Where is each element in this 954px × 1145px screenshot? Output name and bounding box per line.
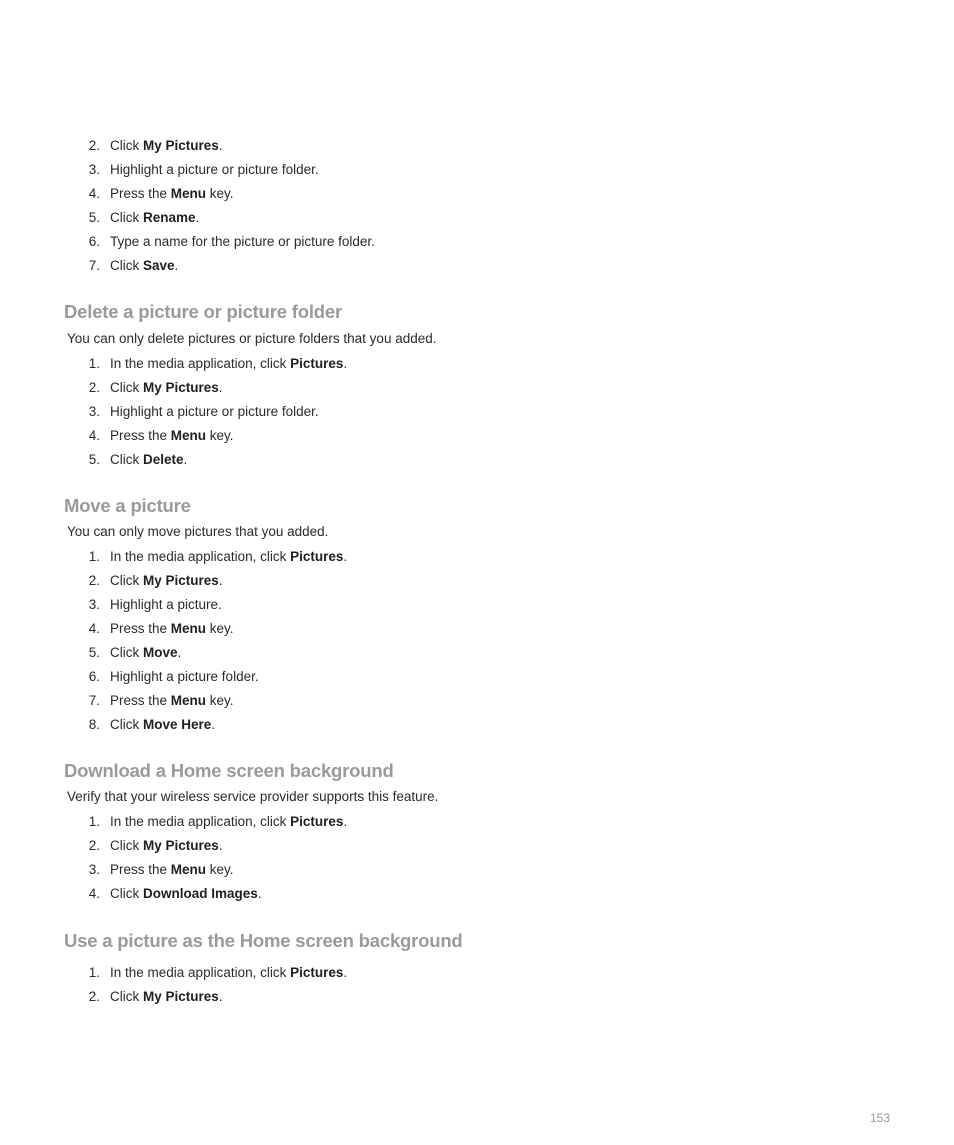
step-number: 5. [88, 645, 100, 660]
step-text-plain: Press the [110, 621, 171, 636]
step-number: 1. [88, 356, 100, 371]
step-text-plain: Click [110, 573, 143, 588]
step-ui-label: My Pictures [143, 380, 219, 395]
step-ui-label: Menu [170, 186, 207, 201]
step-text-plain: In the media application, click [110, 356, 291, 371]
step-text [110, 885, 262, 903]
step-ui-label: My Pictures [143, 573, 219, 588]
step-text [110, 379, 223, 397]
step-number: 3. [88, 404, 100, 419]
step-number: 6. [88, 234, 100, 249]
step-number: 2. [88, 989, 100, 1004]
step-ui-label: Save [143, 258, 175, 273]
step-text-suffix: . [195, 210, 200, 225]
step-text-suffix: key. [206, 693, 234, 708]
step-number: 5. [88, 452, 100, 467]
step-ui-label: Pictures [290, 965, 344, 980]
step-number: 1. [88, 965, 100, 980]
step-number: 3. [88, 862, 100, 877]
page-number: 153 [869, 1111, 890, 1125]
step-text-suffix: . [218, 380, 223, 395]
step-ui-label: Menu [170, 862, 207, 877]
step-text-suffix: . [218, 838, 223, 853]
step-text [110, 451, 187, 469]
section-intro: You can only delete pictures or picture folders that you added. [67, 331, 437, 346]
step-number: 2. [88, 838, 100, 853]
step-text-plain: Type a name for the picture or picture folder. [110, 234, 375, 249]
step-ui-label: Pictures [290, 356, 344, 371]
step-ui-label: My Pictures [143, 138, 219, 153]
step-text-plain: Click [110, 380, 143, 395]
step-ui-label: Rename [143, 210, 196, 225]
step-number: 7. [88, 258, 100, 273]
step-ui-label: Move Here [143, 717, 212, 732]
step-text [110, 403, 319, 421]
step-ui-label: Pictures [290, 549, 344, 564]
step-number: 4. [88, 886, 100, 901]
step-number: 3. [88, 162, 100, 177]
step-text [110, 964, 347, 982]
step-ui-label: Move [143, 645, 178, 660]
step-text [110, 716, 215, 734]
step-text [110, 572, 223, 590]
step-text [110, 548, 347, 566]
step-number: 4. [88, 428, 100, 443]
step-number: 2. [88, 138, 100, 153]
step-text-suffix: . [343, 814, 348, 829]
step-text-plain: Press the [110, 186, 171, 201]
step-text [110, 644, 181, 662]
section-intro: You can only move pictures that you added. [67, 524, 329, 539]
step-text-plain: In the media application, click [110, 549, 291, 564]
step-ui-label: Menu [170, 621, 207, 636]
step-text-plain: Press the [110, 693, 171, 708]
step-number: 4. [88, 186, 100, 201]
step-text-suffix: . [218, 138, 223, 153]
step-text [110, 185, 234, 203]
step-text-suffix: . [174, 258, 179, 273]
step-number: 1. [88, 549, 100, 564]
step-text-plain: Click [110, 989, 143, 1004]
step-number: 7. [88, 693, 100, 708]
step-text-suffix: . [343, 356, 348, 371]
section-heading: Use a picture as the Home screen background [64, 930, 463, 951]
step-text [110, 596, 222, 614]
step-text-suffix: . [218, 989, 223, 1004]
section-heading: Move a picture [64, 495, 191, 516]
step-ui-label: Download Images [143, 886, 258, 901]
step-text-plain: Highlight a picture or picture folder. [110, 404, 319, 419]
step-text [110, 355, 347, 373]
step-number: 4. [88, 621, 100, 636]
step-number: 3. [88, 597, 100, 612]
step-text [110, 209, 199, 227]
step-text-plain: Highlight a picture or picture folder. [110, 162, 319, 177]
step-text-plain: Press the [110, 428, 171, 443]
step-number: 5. [88, 210, 100, 225]
step-text-suffix: key. [206, 862, 234, 877]
step-text-plain: In the media application, click [110, 814, 291, 829]
step-text-suffix: . [343, 965, 348, 980]
step-ui-label: My Pictures [143, 838, 219, 853]
step-number: 6. [88, 669, 100, 684]
step-text-plain: Click [110, 886, 143, 901]
step-number: 8. [88, 717, 100, 732]
step-ui-label: Pictures [290, 814, 344, 829]
step-text [110, 668, 259, 686]
step-text [110, 257, 178, 275]
step-text-suffix: . [218, 573, 223, 588]
step-text-plain: Click [110, 210, 143, 225]
step-text-plain: Click [110, 258, 143, 273]
step-text [110, 427, 234, 445]
step-text [110, 861, 234, 879]
step-text-plain: Click [110, 717, 143, 732]
step-text-suffix: key. [206, 428, 234, 443]
step-text [110, 692, 234, 710]
step-ui-label: Delete [143, 452, 184, 467]
step-text-plain: Press the [110, 862, 171, 877]
step-text [110, 620, 234, 638]
step-text-suffix: key. [206, 621, 234, 636]
step-text [110, 837, 223, 855]
step-text-plain: Click [110, 645, 143, 660]
step-text-plain: Highlight a picture folder. [110, 669, 259, 684]
step-text-plain: Click [110, 838, 143, 853]
step-text [110, 161, 319, 179]
step-number: 2. [88, 380, 100, 395]
section-heading: Download a Home screen background [64, 760, 394, 781]
step-text-plain: In the media application, click [110, 965, 291, 980]
step-ui-label: My Pictures [143, 989, 219, 1004]
step-text-plain: Click [110, 452, 143, 467]
step-ui-label: Menu [170, 693, 207, 708]
step-ui-label: Menu [170, 428, 207, 443]
step-number: 1. [88, 814, 100, 829]
step-text-suffix: key. [206, 186, 234, 201]
step-text-plain: Click [110, 138, 143, 153]
step-text-suffix: . [177, 645, 182, 660]
step-text-plain: Highlight a picture. [110, 597, 222, 612]
step-text [110, 137, 223, 155]
step-number: 2. [88, 573, 100, 588]
step-text-suffix: . [343, 549, 348, 564]
step-text [110, 233, 375, 251]
step-text [110, 988, 223, 1006]
section-heading: Delete a picture or picture folder [64, 301, 342, 322]
step-text-suffix: . [183, 452, 188, 467]
step-text-suffix: . [257, 886, 262, 901]
section-intro: Verify that your wireless service provider supports this feature. [67, 789, 439, 804]
step-text [110, 813, 347, 831]
step-text-suffix: . [211, 717, 216, 732]
